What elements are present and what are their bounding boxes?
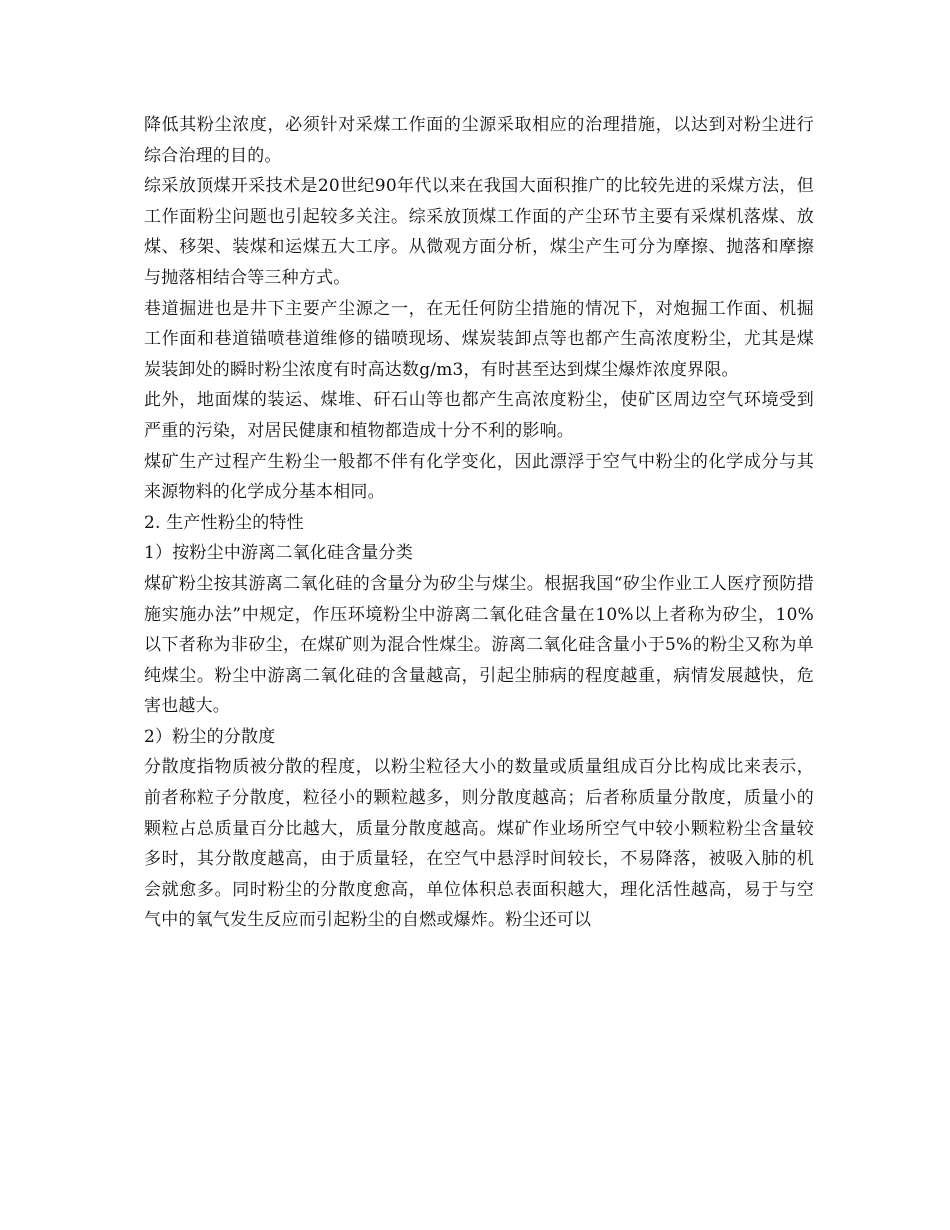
paragraph-dust-treatment: 降低其粉尘浓度，必须针对采煤工作面的尘源采取相应的治理措施，以达到对粉尘进行综合治理的目的。 (144, 115, 814, 166)
document-body (144, 110, 814, 936)
subsection-heading-silica-classification: 1）按粉尘中游离二氧化硅含量分类 (144, 543, 414, 564)
paragraph-chemical-composition: 煤矿生产过程产生粉尘一般都不伴有化学变化，因此漂浮于空气中粉尘的化学成分与其来源物料的化学成分基本相同。 (144, 451, 814, 503)
paragraph-silica-classification: 煤矿粉尘按其游离二氧化硅的含量分为矽尘与煤尘。根据我国“矽尘作业工人医疗预防措施实施办法”中规定，作压环境粉尘中游离二氧化硅含量在10%以上者称为矽尘，10%以下者称为非矽尘，在煤矿则为混合性煤尘。游离二氧化硅含量小于5%的粉尘又称为单纯煤尘。粉尘中游离二氧化硅的含量越高，引起尘肺病的程度越重，病情发展越快，危害也越大。 (144, 573, 814, 717)
section-heading-dust-properties: 2. 生产性粉尘的特性 (144, 512, 304, 533)
paragraph-dispersion: 分散度指物质被分散的程度，以粉尘粒径大小的数量或质量组成百分比构成比来表示，前者称粒子分散度，粒径小的颗粒越多，则分散度越高；后者称质量分散度，质量小的颗粒占总质量百分比越大，质量分散度越高。煤矿作业场所空气中较小颗粒粉尘含量较多时，其分散度越高，由于质量轻，在空气中悬浮时间较长，不易降落，被吸入肺的机会就愈多。同时粉尘的分散度愈高，单位体积总表面积越大，理化活性越高，易于与空气中的氧气发生反应而引起粉尘的自燃或爆炸。粉尘还可以 (144, 757, 814, 931)
paragraph-roadway-driving: 巷道掘进也是井下主要产尘源之一，在无任何防尘措施的情况下，对炮掘工作面、机掘工作面和巷道锚喷巷道维修的锚喷现场、煤炭装卸点等也都产生高浓度粉尘，尤其是煤炭装卸处的瞬时粉尘浓度有时高达数g/m3，有时甚至达到煤尘爆炸浓度界限。 (144, 298, 814, 380)
paragraph-surface-coal: 此外，地面煤的装运、煤堆、矸石山等也都产生高浓度粉尘，使矿区周边空气环境受到严重的污染，对居民健康和植物都造成十分不利的影响。 (144, 390, 814, 441)
paragraph-top-coal-caving: 综采放顶煤开采技术是20世纪90年代以来在我国大面积推广的比较先进的采煤方法，但工作面粉尘问题也引起较多关注。综采放顶煤工作面的产尘环节主要有采煤机落煤、放煤、移架、装煤和运煤五大工序。从微观方面分析，煤尘产生可分为摩擦、抛落和摩擦与抛落相结合等三种方式。 (144, 176, 814, 288)
subsection-heading-dispersion: 2）粉尘的分散度 (144, 726, 276, 747)
